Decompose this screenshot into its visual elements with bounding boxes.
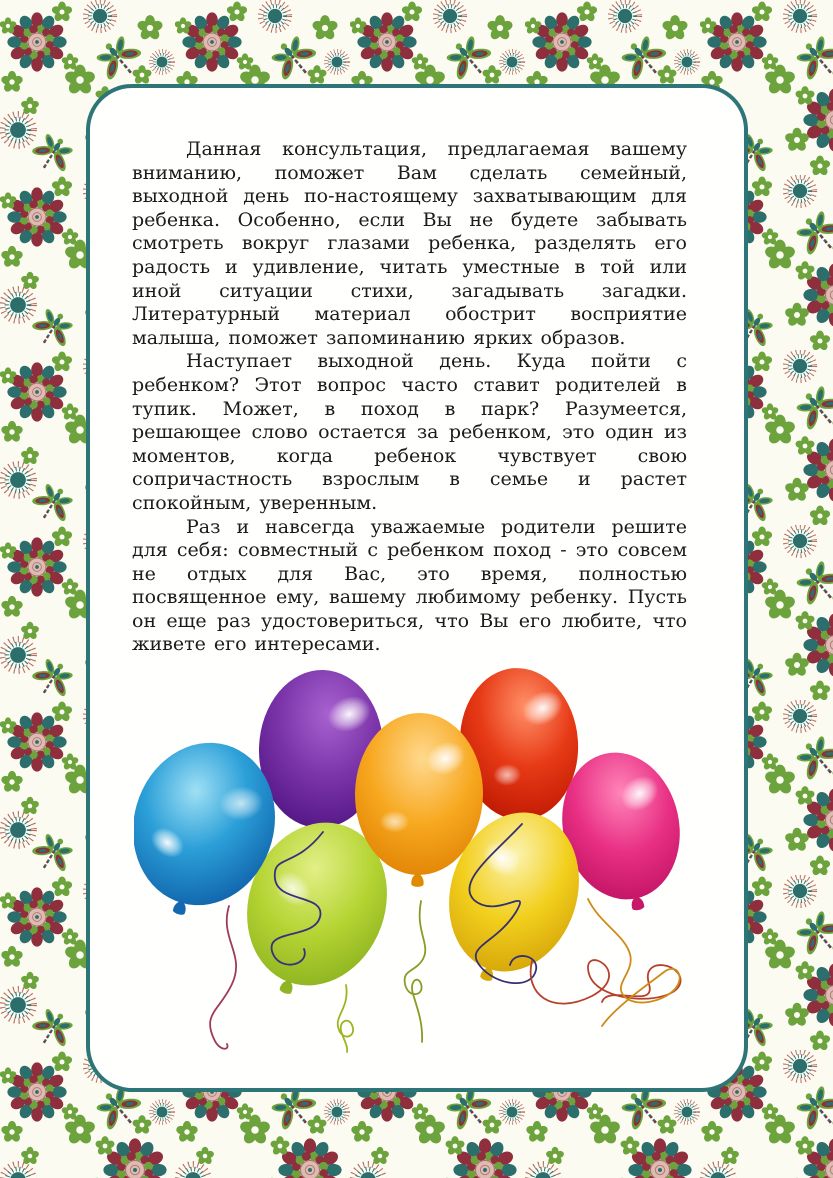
content-card: [86, 84, 748, 1092]
consultation-text: [90, 88, 744, 657]
balloons-illustration: [134, 654, 714, 1059]
paragraph-2: Наступает выходной день. Куда пойти с ребенком? Этот вопрос часто ставит родителей в тупик. Может, в поход в парк? Разумеется, решающее слово остается за ребенком, это один из моментов, когда ребенок чувствует свою сопричастность взрослым в семье и растет спокойным, уверенным.: [132, 350, 687, 514]
paragraph-1: Данная консультация, предлагаемая вашему вниманию, поможет Вам сделать семейный, выходной день по-настоящему захватывающим для ребенка. Особенно, если Вы не будете забывать смотреть вокруг глазами ребенка, разделять его радость и удивление, читать уместные в той или иной ситуации стихи, загадывать загадки. Литературный материал обострит восприятие малыша, поможет запоминанию ярких образов.: [132, 138, 687, 349]
paragraph-3: Раз и навсегда уважаемые родители решите для себя: совместный с ребенком поход - это совсем не отдых для Вас, это время, полностью посвященное ему, вашему любимому ребенку. Пусть он еще раз удостовериться, что Вы его любите, что живете его интересами.: [132, 515, 687, 656]
string-blue: [210, 906, 236, 1049]
string-green: [338, 985, 353, 1052]
string-orange: [405, 901, 426, 1042]
string-yellow: [531, 960, 681, 1004]
